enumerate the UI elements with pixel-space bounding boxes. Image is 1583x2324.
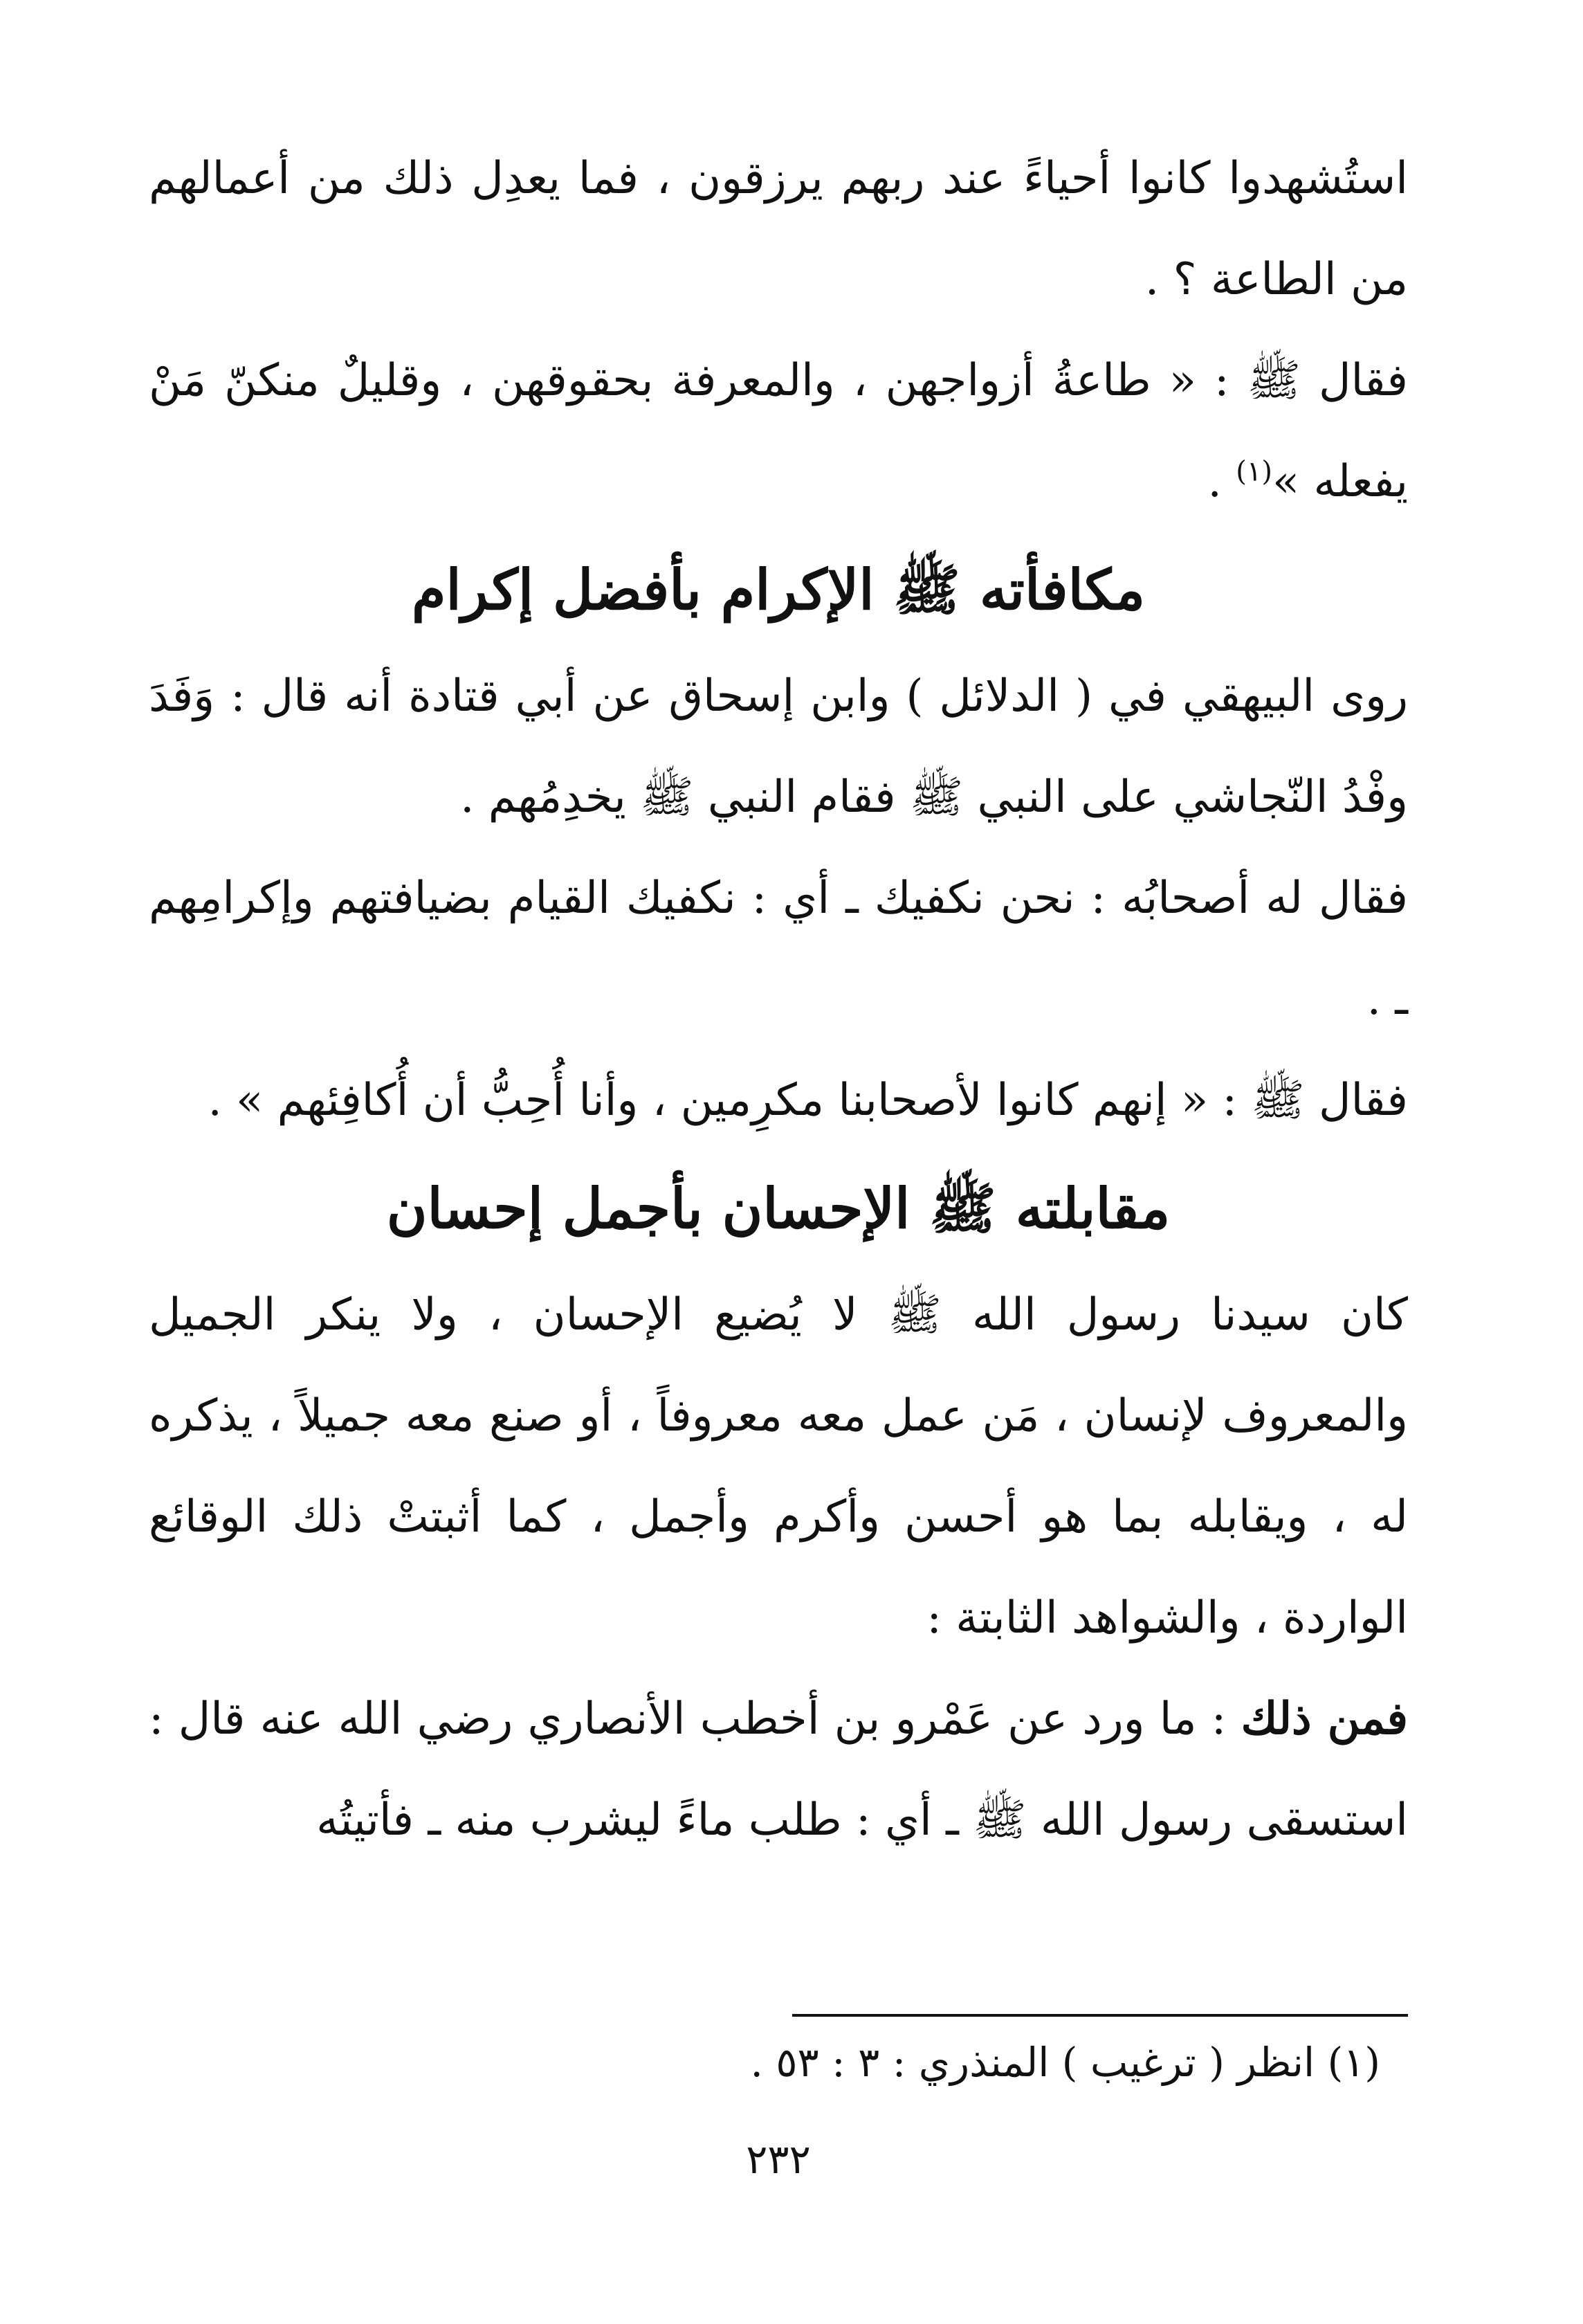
footnote: (١) انظر ( ترغيب ) المنذري : ٣ : ٥٣ . [750,2039,1380,2086]
paragraph-amr-narration [149,1669,1408,1871]
paragraph-amr-lead: فمن ذلك [1241,1693,1409,1745]
page-number: ٢٣٢ [746,2136,811,2183]
footnote-reference: (١) [1236,455,1272,488]
paragraph-amr-text: : ما ورد عن عَمْرو بن أخطب الأنصاري رضي الله عنه قال : استسقى رسول الله ﷺ ـ أي : طلب ماءً ليشرب منه ـ فأتيتُه [149,1694,1408,1846]
paragraph-obedience-end: . [1207,456,1236,507]
section-heading-reward: مكافأته ﷺ الإكرام بأفضل إكرام [411,557,1146,622]
book-page [149,128,1408,2287]
paragraph-najashi-delegation: روى البيهقي في ( الدلائل ) وابن إسحاق عن أبي قتادة أنه قال : وَفَدَ وفْدُ النّجاشي على النبي ﷺ فقام النبي ﷺ يخدِمُهم . [149,671,1408,823]
footnote-divider [792,2014,1408,2017]
paragraph-obedience [149,330,1408,532]
paragraph-martyrs: استُشهدوا كانوا أحياءً عند ربهم يرزقون ، فما يعدِل ذلك من أعمالهم من الطاعة ؟ . [149,153,1408,305]
paragraph-obedience-text: فقال ﷺ : « طاعةُ أزواجهن ، والمعرفة بحقوقهن ، وقليلٌ منكنّ مَنْ يفعله » [149,355,1409,507]
paragraph-kindness: كان سيدنا رسول الله ﷺ لا يُضيع الإحسان ، ولا ينكر الجميل والمعروف لإنسان ، مَن عمل معه معروفاً ، أو صنع معه جميلاً ، يذكره له ، ويقابله بما هو أحسن وأكرم وأجمل ، كما أثبتتْ ذلك الوقائع الواردة ، والشواهد الثابتة : [149,1289,1408,1644]
paragraph-companions-offer: فقال له أصحابُه : نحن نكفيك ـ أي : نكفيك القيام بضيافتهم وإكرامِهم ـ . [149,873,1409,1025]
section-heading-kindness: مقابلته ﷺ الإحسان بأجمل إحسان [386,1176,1171,1241]
paragraph-prophet-reply: فقال ﷺ : « إنهم كانوا لأصحابنا مكرِمين ، وأنا أُحِبُّ أن أُكافِئهم » . [208,1075,1408,1126]
